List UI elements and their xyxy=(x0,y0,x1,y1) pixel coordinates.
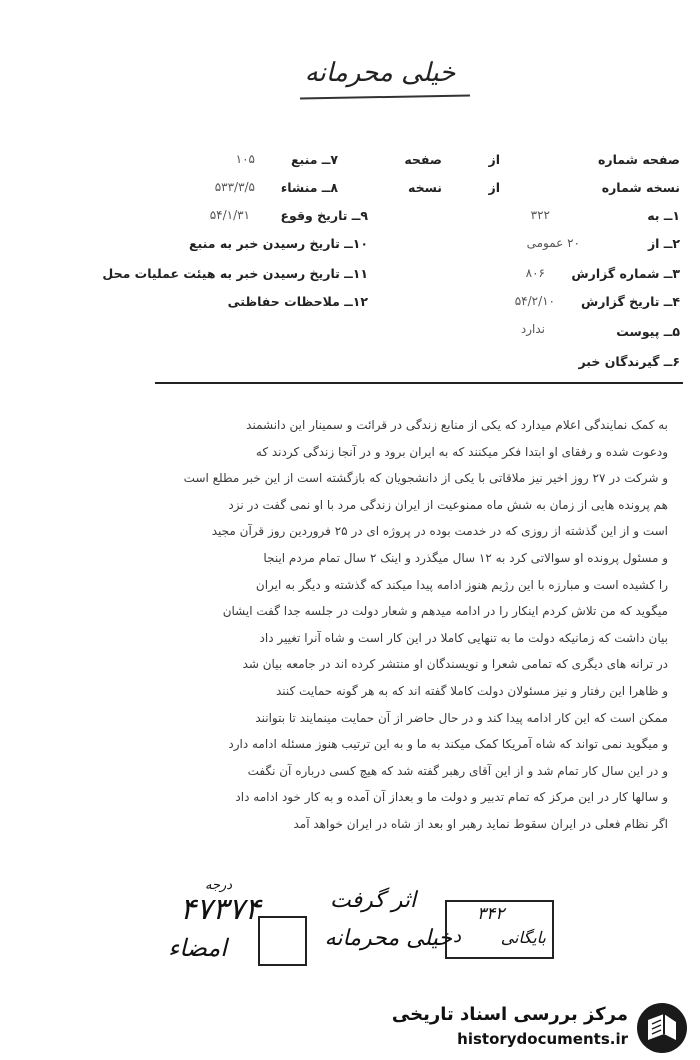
header-source-value: ۱۰۵ xyxy=(235,152,255,166)
body-line: و ظاهرا این رفتار و نیز مسئولان دولت کاملا گفته اند که به هر گونه حمایت کنند xyxy=(275,683,668,698)
header-report-date-value: ۵۴/۲/۱۰ xyxy=(514,294,555,308)
archive-box-label: بایگانی xyxy=(500,928,546,947)
header-report-number-value: ۸۰۶ xyxy=(525,266,545,280)
body-line: و مسئول پرونده او سوالاتی کرد به ۱۲ سال میگذرد و اینک ۲ سال تمام مردم اینجا xyxy=(263,550,668,565)
body-line: میگوید که من تلاش کردم اینکار را در ادامه میدهم و شعار دولت در جلسه جدا گفت ایشان xyxy=(222,604,668,619)
header-event-date-value: ۵۴/۱/۳۱ xyxy=(209,208,250,222)
archive-watermark xyxy=(360,1000,690,1058)
body-line: و میگوید نمی تواند که شاه آمریکا کمک میکند به ما و به این ترتیب هنوز مسئله ادامه دارد xyxy=(228,737,668,752)
header-copy-number-label: نسخه شماره xyxy=(601,180,680,195)
header-attachment-label: ۵ــ پیوست xyxy=(616,324,680,339)
body-line: بیان داشت که زمانیکه دولت ما به تنهایی کاملا در این کار است و شاه آنرا تغییر داد xyxy=(259,630,668,645)
header-to-value: ۳۲۲ xyxy=(530,208,550,222)
header-page-of-label: از xyxy=(488,152,500,167)
body-line: را کشیده است و مبارزه با این رژیم هنوز ادامه پیدا میکند که گذشته و دیگر به ایران xyxy=(255,577,668,592)
header-report-number-label: ۳ــ شماره گزارش xyxy=(571,266,680,281)
handwritten-signature: امضاء xyxy=(168,934,227,962)
header-copy-label: نسخه xyxy=(407,180,442,195)
report-body xyxy=(40,412,668,838)
header-divider xyxy=(155,382,683,384)
archive-center-title: مرکز بررسی اسناد تاریخی xyxy=(391,1004,628,1025)
header-news-to-source-date-label: ۱۰ــ تاریخ رسیدن خبر به منبع xyxy=(189,236,368,251)
body-line: ممکن است که این کار ادامه پیدا کند و در حال حاضر از آن حمایت مینمایند تا بتوانند xyxy=(255,710,668,725)
body-line: و سالها کار در این مرکز که تمام تدبیر و دولت ما و بعداز آن آمده و به کار خود ادامه داد xyxy=(235,790,668,805)
header-news-to-ops-date-label: ۱۱ــ تاریخ رسیدن خبر به هیئت عملیات محل xyxy=(102,266,368,281)
archive-box-number: ۳۴۲ xyxy=(477,904,505,924)
header-event-date-label: ۹ــ تاریخ وقوع xyxy=(280,208,368,223)
header-from-label: ۲ــ از xyxy=(647,236,680,251)
header-source-label: ۷ــ منبع xyxy=(290,152,338,167)
classification-stamp-bottom: خیلی محرمانه xyxy=(324,926,452,951)
body-line: است و از این گذشته از روزی که در خدمت بوده در پروژه ای در ۲۵ فروردین روز قرآن مجید xyxy=(211,524,668,539)
header-recipients-label: ۶ــ گیرندگان خبر xyxy=(578,354,680,369)
handwritten-number: ۴۷۳۷۴ xyxy=(180,892,261,927)
header-attachment-value: ندارد xyxy=(520,322,545,336)
header-report-date-label: ۴ــ تاریخ گزارش xyxy=(581,294,680,309)
archive-box-letter: د xyxy=(453,926,462,947)
archive-url: historydocuments.ir xyxy=(457,1030,628,1048)
header-origin-label: ۸ــ منشاء xyxy=(280,180,338,195)
archive-box xyxy=(445,900,554,959)
header-copy-of-label: از xyxy=(488,180,500,195)
archive-logo-icon xyxy=(634,1000,690,1056)
handwritten-initials: اثر گرفت xyxy=(330,888,417,913)
body-line: در ترانه های دیگری که تمامی شعرا و نویسندگان او منتشر کرده اند در جامعه بیان شد xyxy=(242,657,668,672)
header-from-value: ۲۰ عمومی xyxy=(526,236,580,250)
body-line: به کمک نمایندگی اعلام میدارد که یکی از منابع زندگی در قرائت و سمینار این دانشمند xyxy=(246,418,668,432)
body-line: هم پرونده هایی از زمان به شش ماه ممنوعیت از ایران زندگی مرد با او نمی گفت در نزد xyxy=(228,497,668,512)
classification-stamp-top: خیلی محرمانه xyxy=(304,58,456,88)
header-to-label: ۱ــ به xyxy=(647,208,680,223)
header-origin-value: ۵۳۳/۳/۵ xyxy=(214,180,255,194)
header-security-notes-label: ۱۲ــ ملاحظات حفاظتی xyxy=(227,294,368,309)
handwritten-note-top: درجه xyxy=(205,878,233,893)
body-line: و در این سال کار تمام شد و از این آقای رهبر گفته شد که هیچ کسی درباره آن نگفت xyxy=(247,763,668,778)
body-line: و شرکت در ۲۷ روز اخیر نیز ملاقاتی با یکی از دانشجویان که بازگشته است از این خبر مطلع است xyxy=(183,471,668,486)
header-page-label: صفحه xyxy=(404,152,442,167)
header-page-number-label: صفحه شماره xyxy=(598,152,680,167)
body-line: اگر نظام فعلی در ایران سقوط نماید رهبر او بعد از شاه در ایران خواهد آمد xyxy=(293,816,668,831)
body-line: ودعوت شده و رفقای او ابتدا فکر میکنند که به ایران برود و در آنجا زندگی کردند که xyxy=(255,444,668,459)
